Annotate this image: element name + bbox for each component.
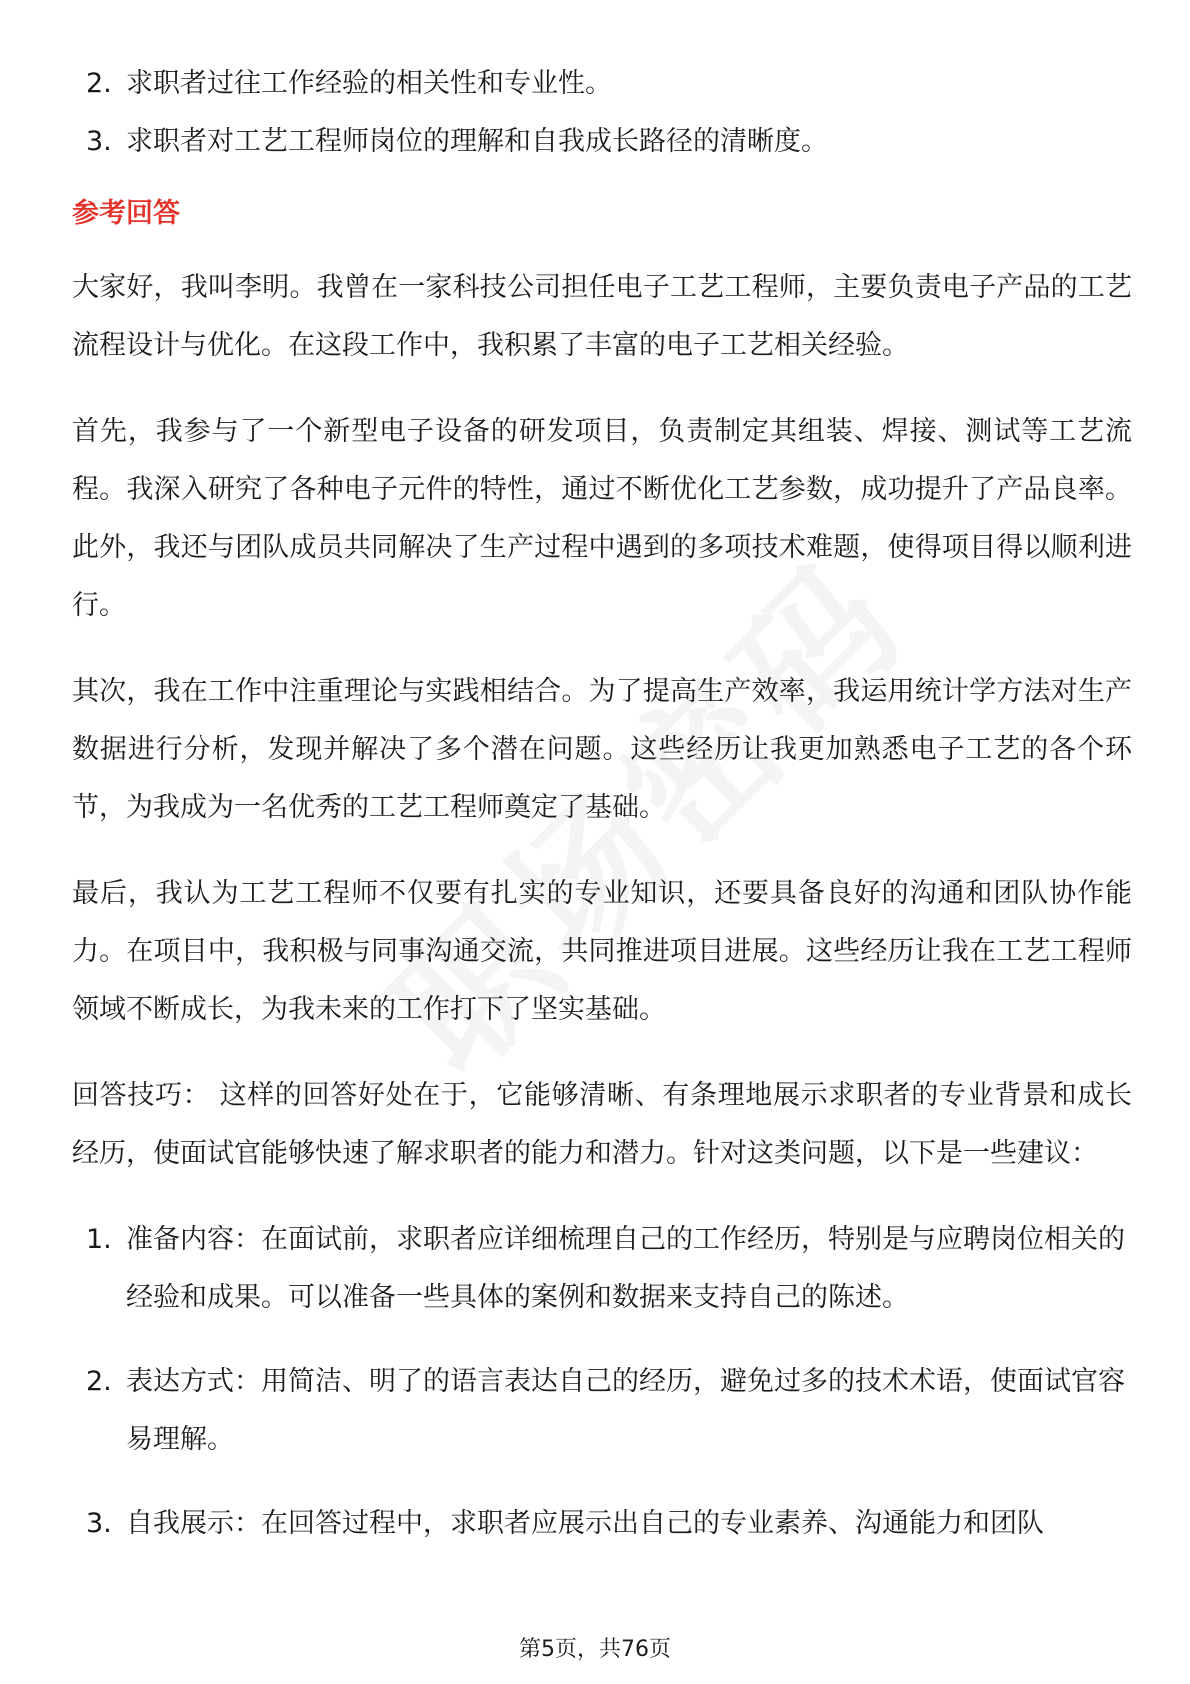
list-item [72, 55, 1132, 113]
page-content [72, 55, 1132, 1579]
list-item-text: 准备内容：在面试前，求职者应详细梳理自己的工作经历，特别是与应聘岗位相关的经验和成果。可以准备一些具体的案例和数据来支持自己的陈述。 [126, 1224, 1125, 1313]
list-item [72, 1353, 1132, 1469]
list-item-text: 求职者过往工作经验的相关性和专业性。 [126, 68, 612, 99]
list-item-text: 自我展示：在回答过程中，求职者应展示出自己的专业素养、沟通能力和团队 [126, 1508, 1044, 1539]
page-number-footer: 第5页，共76页 [519, 1637, 671, 1662]
list-number: 3. [86, 126, 112, 157]
list-item-text: 求职者对工艺工程师岗位的理解和自我成长路径的清晰度。 [126, 126, 828, 157]
list-number: 3. [86, 1508, 112, 1539]
list-number: 2. [86, 1366, 112, 1397]
list-item [72, 1495, 1132, 1553]
criteria-list [72, 55, 1132, 171]
tips-list [72, 1211, 1132, 1553]
answer-tips-paragraph: 回答技巧： 这样的回答好处在于，它能够清晰、有条理地展示求职者的专业背景和成长经历，使面试官能够快速了解求职者的能力和潜力。针对这类问题，以下是一些建议： [72, 1080, 1132, 1169]
list-number: 2. [86, 68, 112, 99]
paragraph: 其次，我在工作中注重理论与实践相结合。为了提高生产效率，我运用统计学方法对生产数据进行分析，发现并解决了多个潜在问题。这些经历让我更加熟悉电子工艺的各个环节，为我成为一名优秀的工艺工程师奠定了基础。 [72, 676, 1132, 823]
section-heading: 参考回答 [72, 198, 180, 229]
list-item [72, 113, 1132, 171]
list-number: 1. [86, 1224, 112, 1255]
paragraph: 大家好，我叫李明。我曾在一家科技公司担任电子工艺工程师，主要负责电子产品的工艺流程设计与优化。在这段工作中，我积累了丰富的电子工艺相关经验。 [72, 272, 1132, 361]
paragraph: 首先，我参与了一个新型电子设备的研发项目，负责制定其组装、焊接、测试等工艺流程。我深入研究了各种电子元件的特性，通过不断优化工艺参数，成功提升了产品良率。此外，我还与团队成员共同解决了生产过程中遇到的多项技术难题，使得项目得以顺利进行。 [72, 416, 1132, 621]
list-item-text: 表达方式：用简洁、明了的语言表达自己的经历，避免过多的技术术语，使面试官容易理解。 [126, 1366, 1125, 1455]
list-item [72, 1211, 1132, 1327]
paragraph: 最后，我认为工艺工程师不仅要有扎实的专业知识，还要具备良好的沟通和团队协作能力。在项目中，我积极与同事沟通交流，共同推进项目进展。这些经历让我在工艺工程师领域不断成长，为我未来的工作打下了坚实基础。 [72, 878, 1132, 1025]
